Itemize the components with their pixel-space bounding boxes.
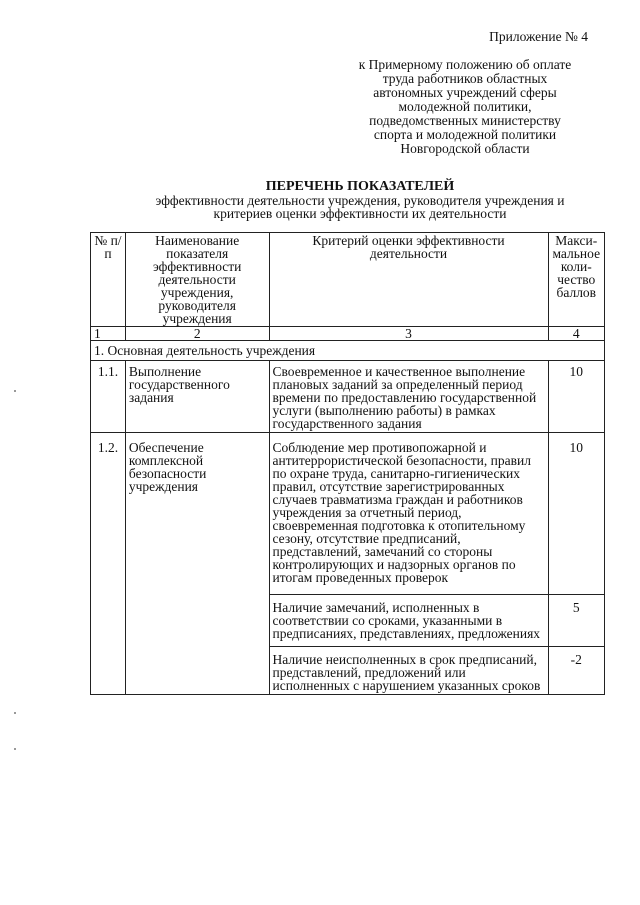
appendix-number: Приложение № 4 bbox=[489, 29, 588, 44]
section-title: 1. Основная деятельность учреждения bbox=[91, 341, 605, 361]
appendix-line: молодежной политики, bbox=[398, 99, 532, 114]
criterion-cell: Соблюдение мер противопожарной и антитеррористической безопасности, правил по охране труда, санитарно-гигиенических правил, отсутствие зарегистрированных случаев травматизма граждан и работников учреждения за отчетный период, своевременная подготовка к отопительному сезону, отсутствие предписаний, представлений, замечаний со стороны контролирующих и надзорных органов по итогам проведенных проверок bbox=[269, 433, 548, 595]
table-header-row bbox=[91, 233, 605, 327]
indicator-cell: Обеспечение комплексной безопасности учреждения bbox=[125, 433, 269, 695]
header-indicator: Наименование показателя эффективности деятельности учреждения, руководителя учреждения bbox=[125, 233, 269, 327]
indicators-table bbox=[90, 232, 605, 695]
index-cell: 4 bbox=[548, 327, 604, 341]
table-index-row bbox=[91, 327, 605, 341]
score-cell: 10 bbox=[548, 433, 604, 595]
document-subtitle-line: критериев оценки эффективности их деятельности bbox=[213, 206, 507, 221]
appendix-block bbox=[330, 30, 600, 156]
table-row bbox=[91, 433, 605, 595]
appendix-line: подведомственных министерству bbox=[369, 113, 561, 128]
score-cell: -2 bbox=[548, 647, 604, 695]
document-heading: ПЕРЕЧЕНЬ ПОКАЗАТЕЛЕЙ bbox=[265, 179, 455, 194]
score-cell: 5 bbox=[548, 595, 604, 647]
scan-artifact bbox=[14, 748, 16, 750]
row-number: 1.1. bbox=[91, 361, 126, 433]
appendix-line: спорта и молодежной политики bbox=[373, 127, 557, 142]
criterion-cell: Своевременное и качественное выполнение плановых заданий за определенный период времени по предоставлению государственной услуги (выполнению работы) в рамках государственного задания bbox=[269, 361, 548, 433]
scan-artifact bbox=[14, 712, 16, 714]
appendix-line: к Примерному положению об оплате bbox=[358, 57, 572, 72]
criterion-cell: Наличие неисполненных в срок предписаний, представлений, предложений или исполненных с нарушением указанных сроков bbox=[269, 647, 548, 695]
scan-artifact bbox=[14, 390, 16, 392]
header-criterion: Критерий оценки эффективности деятельности bbox=[269, 233, 548, 327]
indicator-cell: Выполнение государственного задания bbox=[125, 361, 269, 433]
index-cell: 2 bbox=[125, 327, 269, 341]
appendix-line: труда работников областных bbox=[382, 71, 548, 86]
document-subtitle-line: эффективности деятельности учреждения, руководителя учреждения и bbox=[155, 193, 565, 208]
criterion-cell: Наличие замечаний, исполненных в соответствии со сроками, указанными в предписаниях, представлениях, предложениях bbox=[269, 595, 548, 647]
row-number: 1.2. bbox=[91, 433, 126, 695]
appendix-line: Новгородской области bbox=[400, 141, 530, 156]
title-block bbox=[120, 180, 600, 220]
table-section-row bbox=[91, 341, 605, 361]
header-max-score: Макси-мальное коли-чество баллов bbox=[548, 233, 604, 327]
appendix-line: автономных учреждений сферы bbox=[373, 85, 557, 100]
index-cell: 3 bbox=[269, 327, 548, 341]
index-cell: 1 bbox=[91, 327, 126, 341]
score-cell: 10 bbox=[548, 361, 604, 433]
table-row bbox=[91, 361, 605, 433]
header-num: № п/п bbox=[91, 233, 126, 327]
